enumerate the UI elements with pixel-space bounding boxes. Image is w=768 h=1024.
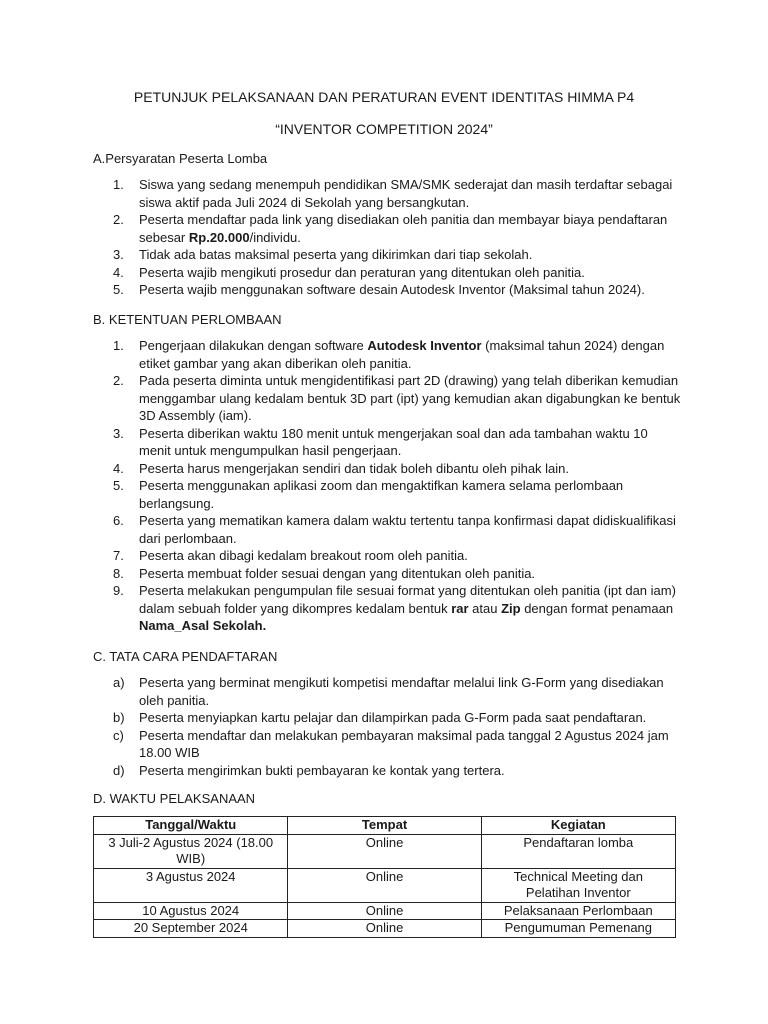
- list-item-number: c): [113, 727, 124, 743]
- table-header-row: [94, 817, 676, 835]
- list-item: [93, 460, 683, 478]
- list-item-text: Peserta membuat folder sesuai dengan yang ditentukan oleh panitia.: [139, 565, 536, 581]
- list-item-text: (maksimal tahun 2024) dengan etiket gambar yang akan diberikan oleh panitia.: [139, 338, 665, 371]
- list-item-number: 1.: [113, 338, 124, 353]
- list-item-number: 3.: [113, 247, 124, 262]
- section-b-list: [93, 337, 683, 635]
- column-header: Kegiatan: [481, 817, 675, 835]
- list-item-text: Peserta wajib menggunakan software desain Autodesk Inventor (Maksimal tahun 2024).: [139, 282, 645, 297]
- list-item: [93, 565, 683, 583]
- list-item: [93, 582, 683, 635]
- list-item-number: 1.: [113, 177, 124, 192]
- list-item-text: Peserta mendaftar dan melakukan pembayaran maksimal pada tanggal 2 Agustus 2024 jam 18.00 WIB: [139, 727, 669, 760]
- list-item-number: 2.: [113, 373, 124, 388]
- list-item-text: Peserta yang mematikan kamera dalam waktu tertentu tanpa konfirmasi dapat didiskualifikasi dari perlombaan.: [139, 513, 676, 546]
- list-item: [93, 281, 683, 299]
- document-subtitle: “INVENTOR COMPETITION 2024”: [275, 121, 493, 137]
- table-row: [94, 834, 676, 868]
- section-a-heading: A.Persyaratan Peserta Lomba: [93, 151, 268, 166]
- list-item-number: 5.: [113, 282, 124, 297]
- list-item-number: 3.: [113, 425, 124, 441]
- list-item-number: 8.: [113, 565, 124, 581]
- list-item-text: Peserta mengirimkan bukti pembayaran ke kontak yang tertera.: [139, 762, 505, 778]
- list-item-number: 4.: [113, 264, 124, 280]
- list-item-text: Peserta harus mengerjakan sendiri dan tidak boleh dibantu oleh pihak lain.: [139, 460, 570, 476]
- list-item: [93, 246, 683, 264]
- list-item-number: 2.: [113, 212, 124, 227]
- section-d-heading: D. WAKTU PELAKSANAAN: [93, 791, 256, 806]
- list-item-text: Pada peserta diminta untuk mengidentifikasi part 2D (drawing) yang telah diberikan kemudian menggambar ulang kedalam bentuk 3D part (ipt) yang kemudian akan digabungkan ke bentuk 3D Assembly (iam).: [139, 373, 681, 423]
- list-item-bold-text: Nama_Asal Sekolah.: [139, 618, 267, 633]
- table-cell: Pengumuman Pemenang: [481, 920, 675, 938]
- list-item-text: Peserta akan dibagi kedalam breakout room oleh panitia.: [139, 548, 468, 563]
- table-cell: 10 Agustus 2024: [94, 902, 288, 920]
- table-cell: Online: [288, 868, 481, 902]
- list-item-text: Peserta mendaftar pada link yang disediakan oleh panitia dan membayar biaya pendaftaran sebesar: [139, 212, 668, 245]
- list-item: [93, 674, 683, 709]
- list-item-text: /individu.: [249, 229, 301, 245]
- list-item-number: 9.: [113, 583, 124, 598]
- list-item-bold-text: Zip: [501, 600, 521, 616]
- list-item-text: Peserta wajib mengikuti prosedur dan peraturan yang ditentukan oleh panitia.: [139, 264, 585, 280]
- table-cell: 20 September 2024: [94, 920, 288, 938]
- table-cell: 3 Agustus 2024: [94, 868, 288, 902]
- table-cell: Pelaksanaan Perlombaan: [481, 902, 675, 920]
- list-item-text: atau: [468, 600, 502, 616]
- list-item: [93, 727, 683, 762]
- list-item: [93, 372, 683, 425]
- table-row: [94, 920, 676, 938]
- list-item: [93, 337, 683, 372]
- list-item: [93, 547, 683, 565]
- list-item-text: Pengerjaan dilakukan dengan software: [139, 338, 368, 353]
- list-item-bold-text: Autodesk Inventor: [367, 338, 482, 353]
- table-row: [94, 868, 676, 902]
- column-header: Tempat: [288, 817, 481, 835]
- list-item-bold-text: Rp.20.000: [188, 229, 250, 245]
- section-a-list: [93, 176, 683, 299]
- table-cell: Online: [288, 920, 481, 938]
- table-row: [94, 902, 676, 920]
- table-cell: Technical Meeting dan Pelatihan Inventor: [481, 868, 675, 902]
- list-item-bold-text: rar: [451, 600, 469, 616]
- list-item: [93, 425, 683, 460]
- table-cell: Online: [288, 834, 481, 868]
- schedule-table: [93, 816, 676, 938]
- section-c-heading: C. TATA CARA PENDAFTARAN: [93, 649, 278, 664]
- list-item-text: Peserta yang berminat mengikuti kompetisi mendaftar melalui link G-Form yang disediakan oleh panitia.: [139, 675, 664, 708]
- list-item: [93, 477, 683, 512]
- column-header: Tanggal/Waktu: [94, 817, 288, 835]
- list-item-text: dengan format penamaan: [520, 600, 674, 616]
- table-cell: 3 Juli-2 Agustus 2024 (18.00 WIB): [94, 834, 288, 868]
- list-item-text: Peserta menyiapkan kartu pelajar dan dilampirkan pada G-Form pada saat pendaftaran.: [139, 710, 647, 725]
- section-b-heading: B. KETENTUAN PERLOMBAAN: [93, 312, 282, 327]
- list-item-number: 5.: [113, 478, 124, 493]
- list-item-number: 7.: [113, 548, 124, 563]
- section-c-list: [93, 674, 683, 779]
- table-cell: Online: [288, 902, 481, 920]
- list-item-number: 6.: [113, 513, 124, 528]
- list-item: [93, 512, 683, 547]
- list-item: [93, 762, 683, 780]
- list-item-text: Tidak ada batas maksimal peserta yang dikirimkan dari tiap sekolah.: [139, 247, 533, 262]
- list-item-number: a): [113, 675, 125, 690]
- list-item-text: Siswa yang sedang menempuh pendidikan SMA/SMK sederajat dan masih terdaftar sebagai siswa aktif pada Juli 2024 di Sekolah yang bersangkutan.: [139, 177, 673, 210]
- list-item: [93, 709, 683, 727]
- table-cell: Pendaftaran lomba: [481, 834, 675, 868]
- list-item-number: 4.: [113, 460, 124, 476]
- list-item-number: b): [113, 710, 125, 725]
- list-item: [93, 176, 683, 211]
- list-item-number: d): [113, 762, 125, 778]
- document-title: PETUNJUK PELAKSANAAN DAN PERATURAN EVENT IDENTITAS HIMMA P4: [133, 89, 635, 105]
- list-item: [93, 264, 683, 282]
- list-item-text: Peserta menggunakan aplikasi zoom dan mengaktifkan kamera selama perlombaan berlangsung.: [139, 478, 624, 511]
- list-item-text: Peserta melakukan pengumpulan file sesuai format yang ditentukan oleh panitia (ipt dan iam) dalam sebuah folder yang dikompres kedalam bentuk: [139, 583, 676, 616]
- list-item: [93, 211, 683, 246]
- list-item-text: Peserta diberikan waktu 180 menit untuk mengerjakan soal dan ada tambahan waktu 10 menit untuk mengumpulkan hasil pengerjaan.: [139, 425, 648, 458]
